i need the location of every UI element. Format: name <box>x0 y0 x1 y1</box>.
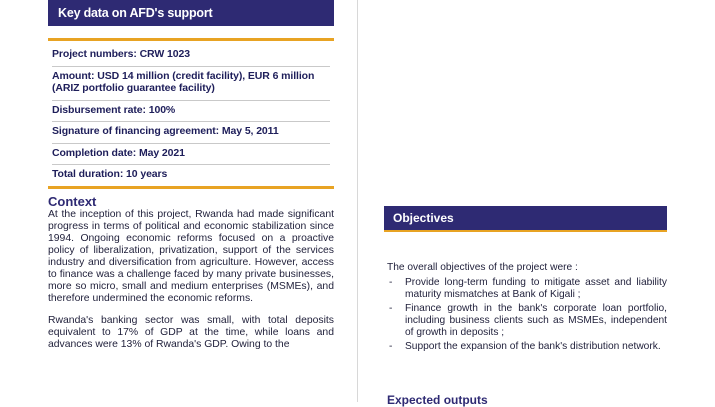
key-data-header: Key data on AFD's support <box>48 0 334 26</box>
objective-item-text: Provide long-term funding to mitigate asset and liability maturity mismatches at Bank of Kigali ; <box>405 277 667 300</box>
objective-item-text: Finance growth in the bank's corporate loan portfolio, including business clients such as MSMEs, independent of growth in deposits ; <box>405 303 667 338</box>
objectives-list <box>387 277 667 353</box>
key-data-completion-date: Completion date: May 2021 <box>52 144 330 166</box>
key-data-disbursement-rate: Disbursement rate: 100% <box>52 101 330 123</box>
expected-outputs-heading: Expected outputs <box>387 393 488 407</box>
objectives-body <box>387 262 667 355</box>
objective-item <box>387 277 667 301</box>
key-data-project-numbers: Project numbers: CRW 1023 <box>52 45 330 67</box>
left-column <box>48 0 334 352</box>
context-paragraph-2: Rwanda's banking sector was small, with total deposits equivalent to 17% of GDP at the time, while loans and advances were 13% of Rwanda's GDP. Owing to the <box>48 315 334 351</box>
key-data-total-duration: Total duration: 10 years <box>52 168 168 180</box>
column-divider <box>357 0 358 402</box>
objective-item-text: Support the expansion of the bank's distribution network. <box>405 341 661 352</box>
context-heading: Context <box>48 193 97 209</box>
key-data-box <box>48 38 334 189</box>
key-data-amount: Amount: USD 14 million (credit facility), EUR 6 million (ARIZ portfolio guarantee facility) <box>52 67 330 101</box>
context-paragraph-1: At the inception of this project, Rwanda had made significant progress in terms of political and economic stabilization since 1994. Ongoing economic reforms focused on a proactive policy of liberalization, privatization, support of the services industry and diversification from agriculture. However, access to finance was a challenge faced by many private businesses, more so micro, small and medium enterprises (MSMEs), and therefore undermined the economic reforms. <box>48 208 334 305</box>
dash-bullet-icon: - <box>389 341 393 352</box>
objectives-underline <box>384 230 667 232</box>
objectives-intro: The overall objectives of the project were : <box>387 262 578 273</box>
dash-bullet-icon: - <box>389 277 393 288</box>
objective-item <box>387 303 667 339</box>
key-data-signature-date: Signature of financing agreement: May 5, 2011 <box>52 122 330 144</box>
objective-item <box>387 341 667 353</box>
objectives-header: Objectives <box>384 206 667 230</box>
dash-bullet-icon: - <box>389 303 393 314</box>
